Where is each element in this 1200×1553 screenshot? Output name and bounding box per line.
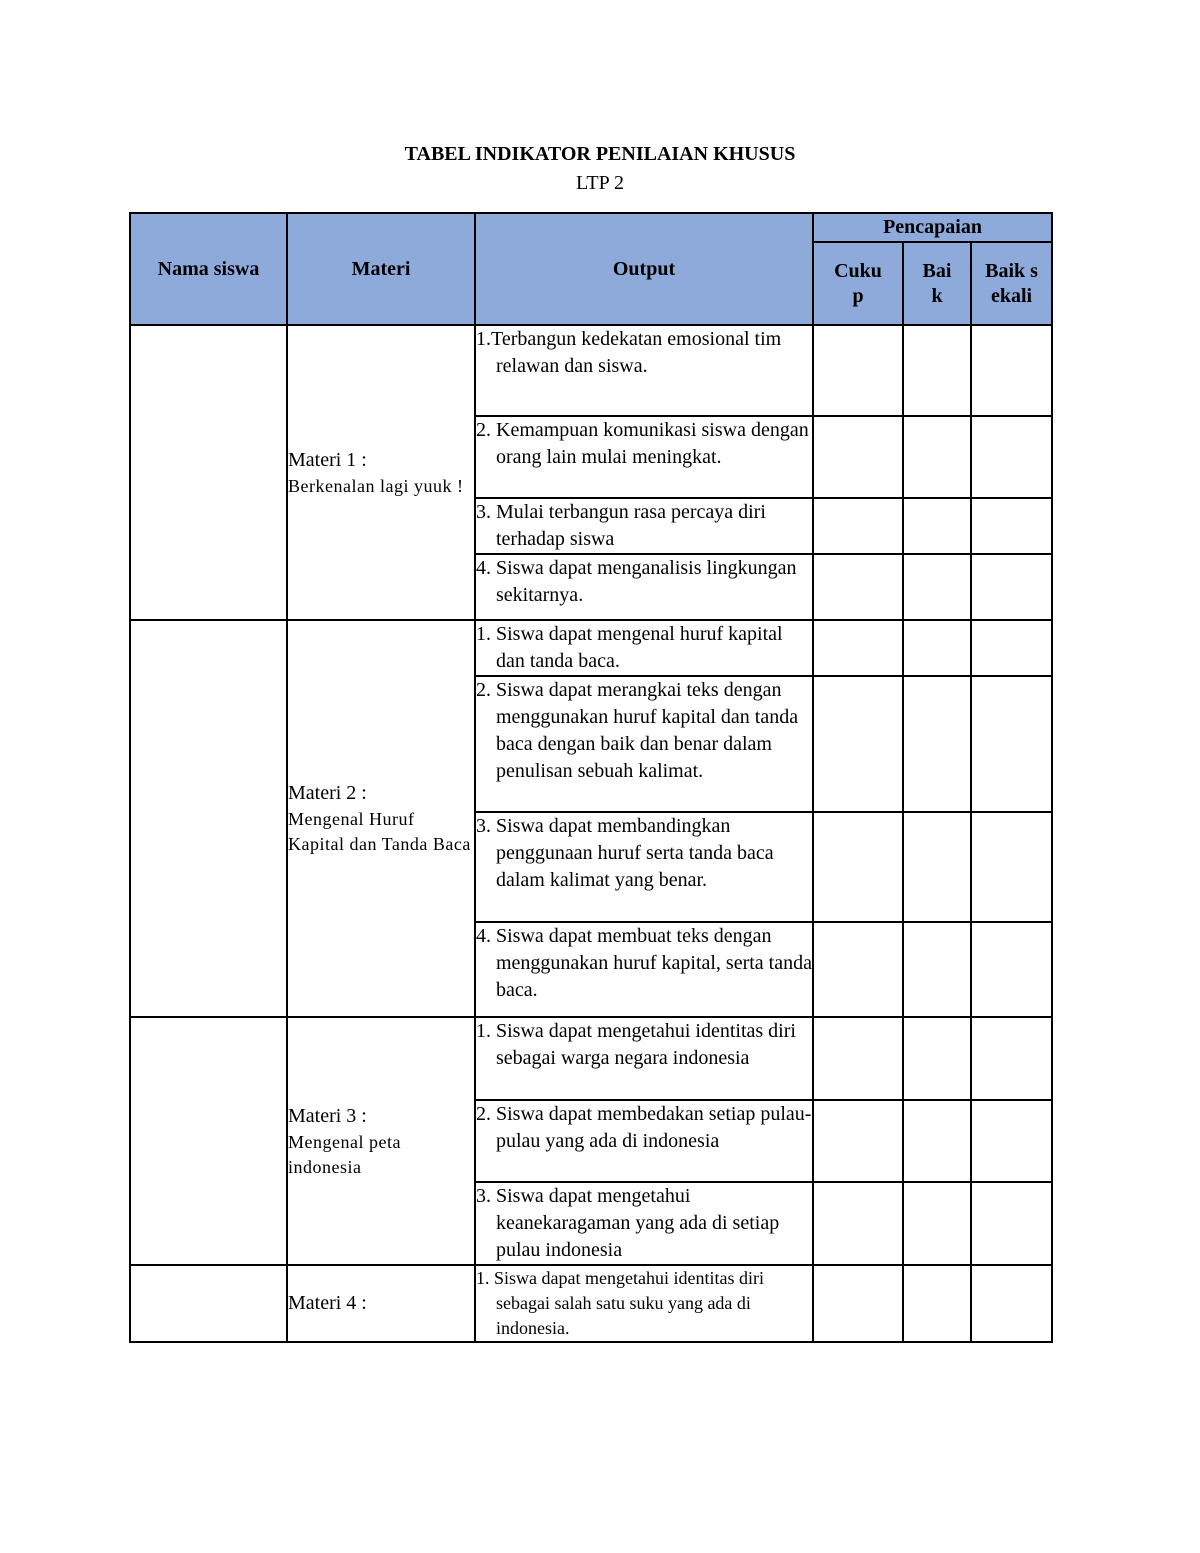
score-baik-sekali-cell[interactable] [971, 416, 1052, 498]
score-baik-sekali-cell[interactable] [971, 554, 1052, 620]
score-baik-cell[interactable] [903, 812, 971, 922]
output-cell [475, 416, 813, 498]
score-cukup-cell[interactable] [813, 325, 903, 416]
output-text: 2. Siswa dapat merangkai teks dengan menggunakan huruf kapital dan tanda baca dengan baik dan benar dalam penulisan sebuah kalimat. [476, 679, 799, 782]
score-baik-cell[interactable] [903, 676, 971, 812]
output-cell [475, 620, 813, 676]
materi-cell [287, 1017, 475, 1265]
nama-siswa-cell[interactable] [130, 1017, 287, 1265]
score-baik-sekali-cell[interactable] [971, 676, 1052, 812]
nama-siswa-cell[interactable] [130, 325, 287, 620]
score-baik-sekali-cell[interactable] [971, 1265, 1052, 1342]
output-cell [475, 1265, 813, 1342]
materi-heading: Materi 4 : [288, 1292, 367, 1314]
header-nama-siswa: Nama siswa [130, 213, 287, 325]
output-text: 2. Kemampuan komunikasi siswa dengan orang lain mulai meningkat. [476, 419, 809, 468]
output-text: 1. Siswa dapat mengenal huruf kapital dan tanda baca. [476, 623, 783, 672]
score-cukup-cell[interactable] [813, 922, 903, 1017]
output-text: 3. Mulai terbangun rasa percaya diri terhadap siswa [476, 501, 766, 550]
score-baik-sekali-cell[interactable] [971, 498, 1052, 554]
materi-subtitle: Mengenal Huruf Kapital dan Tanda Baca [288, 809, 471, 854]
materi-cell [287, 325, 475, 620]
document-title: TABEL INDIKATOR PENILAIAN KHUSUS [404, 143, 796, 165]
score-cukup-cell[interactable] [813, 416, 903, 498]
score-baik-cell[interactable] [903, 416, 971, 498]
score-cukup-cell[interactable] [813, 554, 903, 620]
score-baik-cell[interactable] [903, 620, 971, 676]
output-cell [475, 498, 813, 554]
score-cukup-cell[interactable] [813, 676, 903, 812]
score-cukup-cell[interactable] [813, 1017, 903, 1100]
output-cell [475, 812, 813, 922]
header-baik: Baik [903, 242, 971, 325]
score-cukup-cell[interactable] [813, 1265, 903, 1342]
score-cukup-cell[interactable] [813, 498, 903, 554]
materi-subtitle: Berkenalan lagi yuuk ! [288, 475, 464, 496]
score-cukup-cell[interactable] [813, 1100, 903, 1182]
score-baik-sekali-cell[interactable] [971, 812, 1052, 922]
document-subtitle: LTP 2 [576, 172, 624, 194]
score-baik-cell[interactable] [903, 1100, 971, 1182]
nama-siswa-cell[interactable] [130, 620, 287, 1017]
header-materi: Materi [287, 213, 475, 325]
output-text: 3. Siswa dapat mengetahui keanekaragaman yang ada di setiap pulau indonesia [476, 1185, 780, 1261]
score-baik-sekali-cell[interactable] [971, 325, 1052, 416]
score-baik-sekali-cell[interactable] [971, 620, 1052, 676]
output-cell [475, 554, 813, 620]
assessment-table [129, 212, 1053, 1343]
output-text: 4. Siswa dapat menganalisis lingkungan sekitarnya. [476, 557, 797, 606]
materi-subtitle: Mengenal peta indonesia [288, 1131, 401, 1177]
score-baik-cell[interactable] [903, 1182, 971, 1265]
score-baik-cell[interactable] [903, 554, 971, 620]
output-text: 3. Siswa dapat membandingkan penggunaan huruf serta tanda baca dalam kalimat yang benar. [476, 815, 774, 891]
score-cukup-cell[interactable] [813, 812, 903, 922]
header-baik-sekali: Baik sekali [971, 242, 1052, 325]
score-baik-sekali-cell[interactable] [971, 1182, 1052, 1265]
score-baik-sekali-cell[interactable] [971, 922, 1052, 1017]
materi-cell [287, 1265, 475, 1342]
output-cell [475, 1017, 813, 1100]
header-output: Output [475, 213, 813, 325]
output-text: 1.Terbangun kedekatan emosional tim relawan dan siswa. [476, 328, 782, 377]
score-cukup-cell[interactable] [813, 620, 903, 676]
score-baik-cell[interactable] [903, 922, 971, 1017]
materi-heading: Materi 3 : [288, 1104, 367, 1127]
score-baik-sekali-cell[interactable] [971, 1017, 1052, 1100]
output-cell [475, 1100, 813, 1182]
output-cell [475, 325, 813, 416]
materi-heading: Materi 2 : [288, 782, 367, 804]
score-baik-cell[interactable] [903, 325, 971, 416]
materi-heading: Materi 1 : [288, 448, 367, 471]
materi-cell [287, 620, 475, 1017]
nama-siswa-cell[interactable] [130, 1265, 287, 1342]
score-baik-cell[interactable] [903, 1265, 971, 1342]
score-baik-cell[interactable] [903, 1017, 971, 1100]
output-cell [475, 1182, 813, 1265]
output-text: 1. Siswa dapat mengetahui identitas diri sebagai warga negara indonesia [476, 1020, 796, 1069]
score-baik-cell[interactable] [903, 498, 971, 554]
output-cell [475, 922, 813, 1017]
header-pencapaian: Pencapaian [813, 213, 1052, 242]
score-baik-sekali-cell[interactable] [971, 1100, 1052, 1182]
output-text: 1. Siswa dapat mengetahui identitas diri sebagai salah satu suku yang ada di indonesia. [476, 1268, 764, 1338]
score-cukup-cell[interactable] [813, 1182, 903, 1265]
output-text: 4. Siswa dapat membuat teks dengan menggunakan huruf kapital, serta tanda baca. [476, 925, 812, 1001]
header-cukup: Cukup [813, 242, 903, 325]
output-cell [475, 676, 813, 812]
output-text: 2. Siswa dapat membedakan setiap pulau-pulau yang ada di indonesia [476, 1103, 812, 1152]
